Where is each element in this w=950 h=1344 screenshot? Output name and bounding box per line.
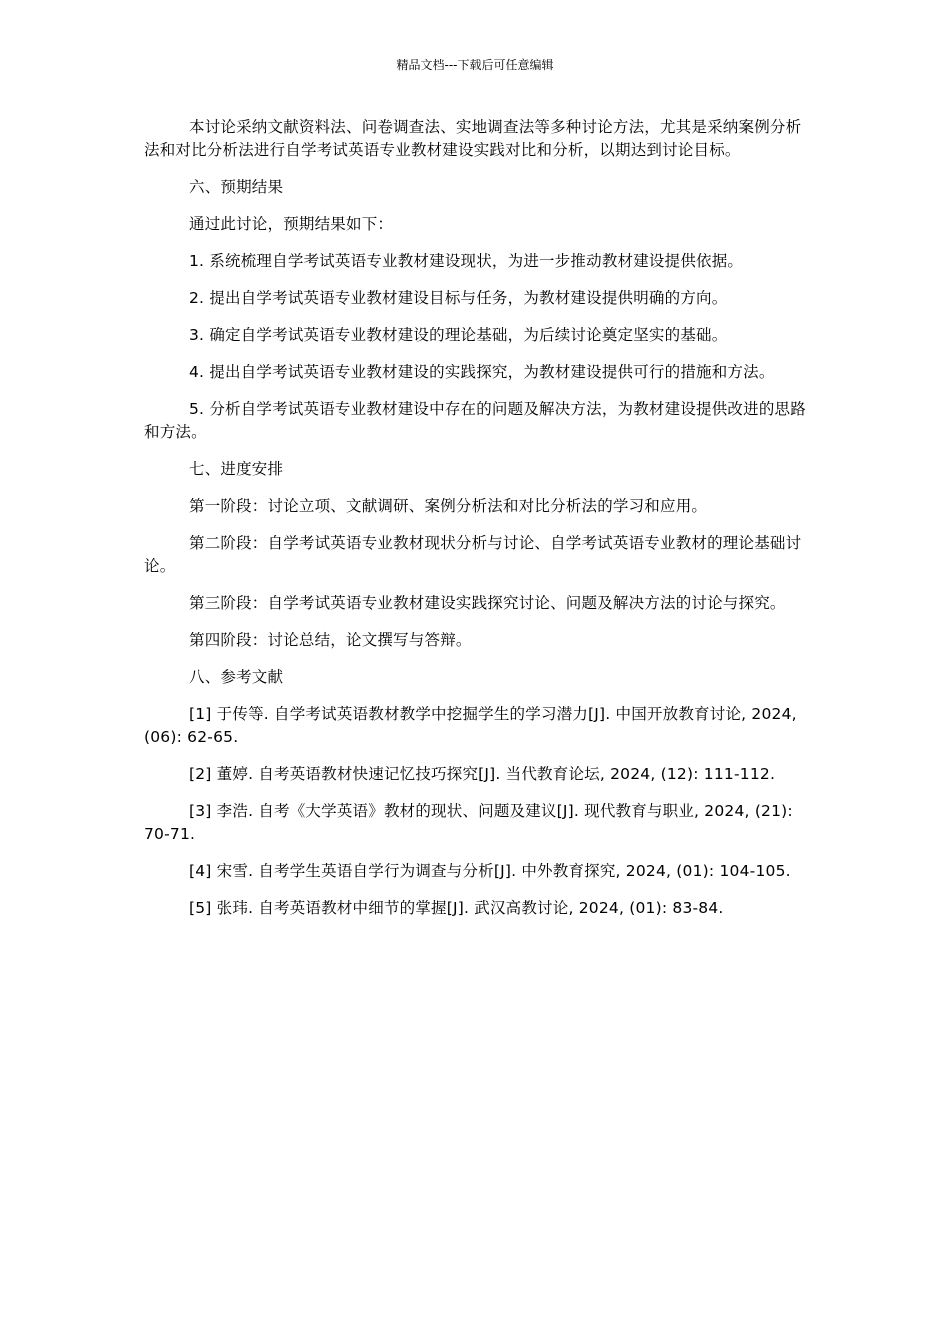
document-body <box>144 116 814 934</box>
schedule-stage: 第二阶段：自学考试英语专业教材现状分析与讨论、自学考试英语专业教材的理论基础讨论。 <box>144 534 802 575</box>
schedule-stage: 第一阶段：讨论立项、文献调研、案例分析法和对比分析法的学习和应用。 <box>189 497 708 515</box>
reference-item: [3] 李浩. 自考《大学英语》教材的现状、问题及建议[J]. 现代教育与职业, 2024, (21): 70-71. <box>144 802 793 843</box>
schedule-stage: 第三阶段：自学考试英语专业教材建设实践探究讨论、问题及解决方法的讨论与探究。 <box>189 594 786 612</box>
page-header: 精品文档---下载后可任意编辑 <box>396 58 554 72</box>
section-6-lead: 通过此讨论，预期结果如下： <box>189 215 394 233</box>
expected-result-item: 4. 提出自学考试英语专业教材建设的实践探究，为教材建设提供可行的措施和方法。 <box>189 363 775 381</box>
reference-item: [4] 宋雪. 自考学生英语自学行为调查与分析[J]. 中外教育探究, 2024, (01): 104-105. <box>189 862 791 880</box>
reference-item: [1] 于传等. 自学考试英语教材教学中挖掘学生的学习潜力[J]. 中国开放教育讨论, 2024, (06): 62-65. <box>144 705 797 746</box>
reference-item: [2] 董婷. 自考英语教材快速记忆技巧探究[J]. 当代教育论坛, 2024, (12): 111-112. <box>189 765 776 783</box>
schedule-stage: 第四阶段：讨论总结，论文撰写与答辩。 <box>189 631 472 649</box>
section-7-heading: 七、进度安排 <box>189 460 284 478</box>
expected-result-item: 2. 提出自学考试英语专业教材建设目标与任务，为教材建设提供明确的方向。 <box>189 289 728 307</box>
expected-result-item: 1. 系统梳理自学考试英语专业教材建设现状，为进一步推动教材建设提供依据。 <box>189 252 744 270</box>
reference-item: [5] 张玮. 自考英语教材中细节的掌握[J]. 武汉高教讨论, 2024, (01): 83-84. <box>189 899 724 917</box>
section-6-heading: 六、预期结果 <box>189 178 284 196</box>
section-8-heading: 八、参考文献 <box>189 668 284 686</box>
expected-result-item: 3. 确定自学考试英语专业教材建设的理论基础，为后续讨论奠定坚实的基础。 <box>189 326 728 344</box>
expected-result-item: 5. 分析自学考试英语专业教材建设中存在的问题及解决方法，为教材建设提供改进的思路和方法。 <box>144 400 806 441</box>
intro-paragraph: 本讨论采纳文献资料法、问卷调查法、实地调查法等多种讨论方法，尤其是采纳案例分析法和对比分析法进行自学考试英语专业教材建设实践对比和分析，以期达到讨论目标。 <box>144 118 802 159</box>
